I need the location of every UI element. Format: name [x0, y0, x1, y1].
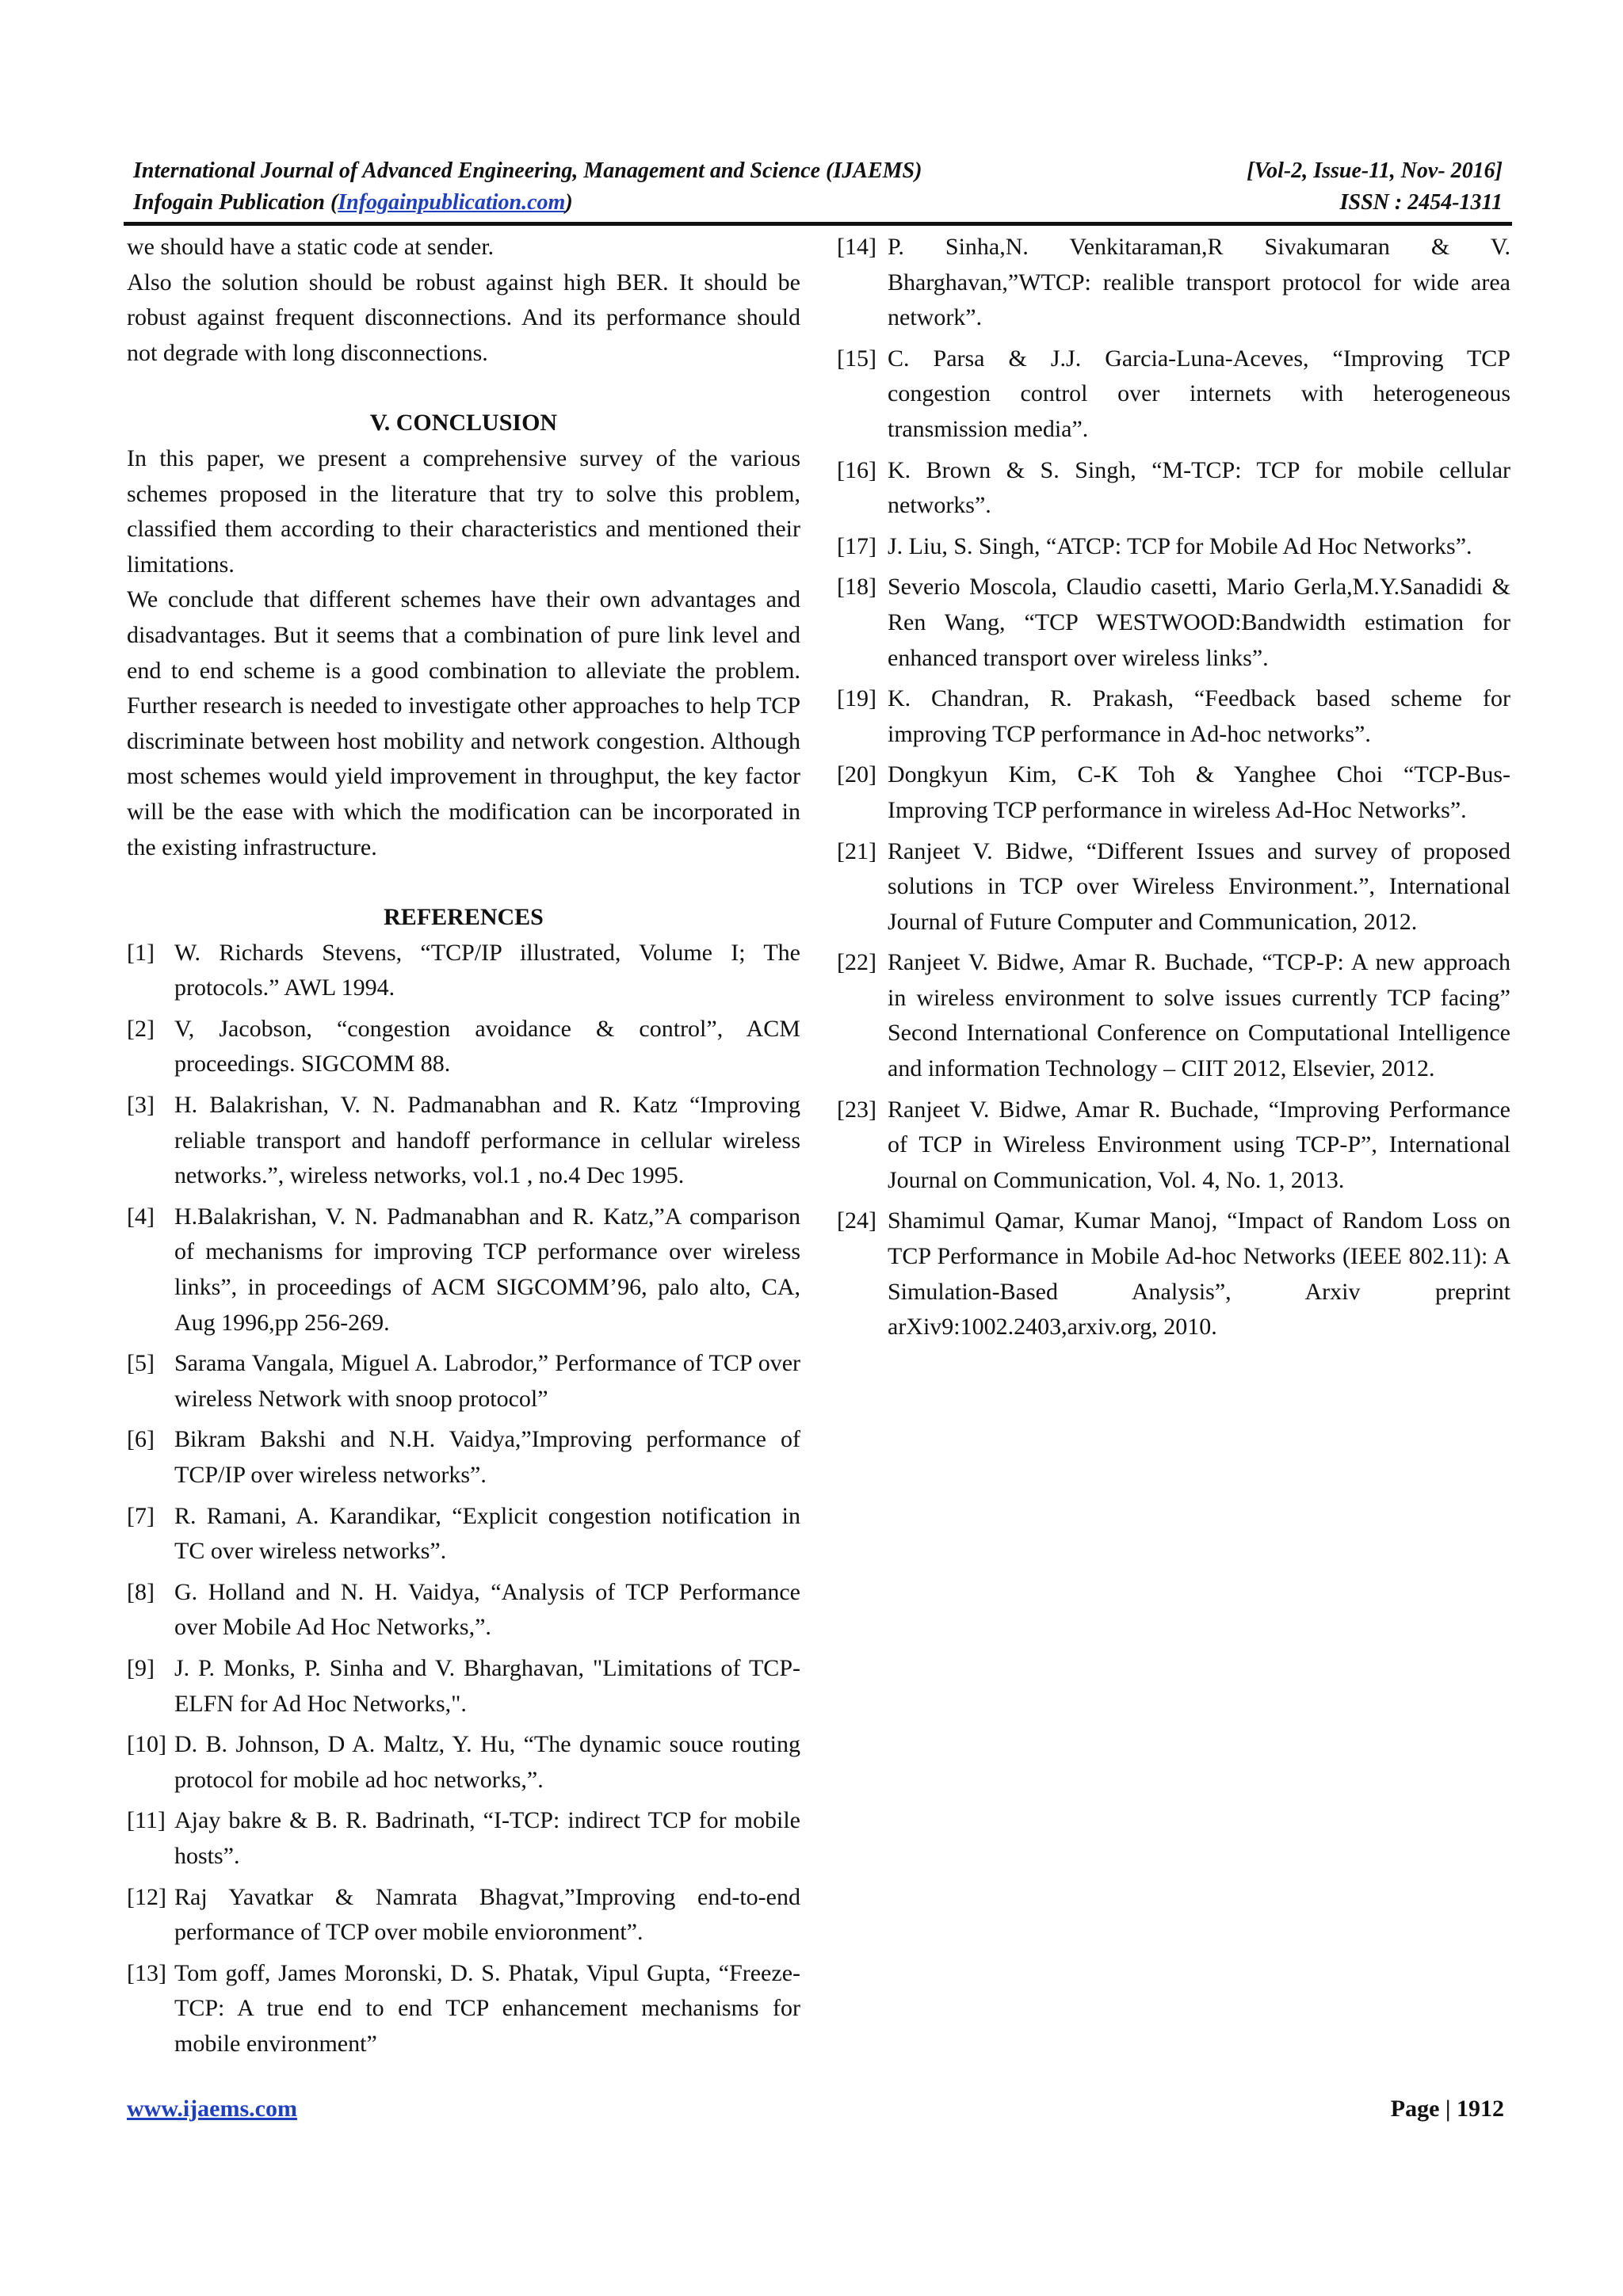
journal-title: International Journal of Advanced Engineering, Management and Science (IJAEMS) — [133, 158, 922, 183]
reference-item — [127, 1803, 800, 1874]
conclusion-paragraph: We conclude that different schemes have their own advantages and disadvantages. But it seems that a combination of pure link level and end to end scheme is a good combination to alleviate the problem. Further research is needed to investigate other approaches to help TCP discriminate between host mobility and network congestion. Although most schemes would yield improvement in throughput, the key factor will be the ease with which the modification can be incorporated in the existing infrastructure. — [127, 586, 800, 860]
body-paragraph: we should have a static code at sender. — [127, 234, 495, 260]
reference-number: [2] — [127, 1015, 155, 1042]
reference-text: K. Chandran, R. Prakash, “Feedback based scheme for improving TCP performance in Ad-hoc networks”. — [888, 685, 1510, 747]
reference-number: [19] — [837, 685, 876, 712]
reference-text: Raj Yavatkar & Namrata Bhagvat,”Improving end-to-end performance of TCP over mobile envioronment”. — [174, 1883, 800, 1946]
volume-issue: [Vol-2, Issue-11, Nov- 2016] — [1247, 158, 1503, 183]
reference-text: Severio Moscola, Claudio casetti, Mario Gerla,M.Y.Sanadidi & Ren Wang, “TCP WESTWOOD:Bandwidth estimation for enhanced transport over wireless links”. — [888, 574, 1510, 671]
reference-list-right — [837, 230, 1510, 1345]
reference-number: [23] — [837, 1096, 876, 1123]
reference-number: [18] — [837, 574, 876, 601]
reference-number: [20] — [837, 761, 876, 788]
reference-number: [21] — [837, 837, 876, 864]
reference-number: [13] — [127, 1959, 166, 1986]
left-column — [127, 230, 800, 2068]
reference-number: [15] — [837, 345, 876, 372]
conclusion-paragraph: In this paper, we present a comprehensive survey of the various schemes proposed in the literature that try to solve this problem, classified them according to their characteristics and mentioned their limitations. — [127, 444, 800, 578]
reference-item — [127, 1088, 800, 1194]
reference-list-left — [127, 936, 800, 2062]
reference-text: Bikram Bakshi and N.H. Vaidya,”Improving performance of TCP/IP over wireless networks”. — [174, 1426, 800, 1488]
issn: ISSN : 2454-1311 — [1339, 190, 1503, 215]
reference-item — [127, 1575, 800, 1646]
reference-item — [837, 1203, 1510, 1344]
reference-text: H.Balakrishan, V. N. Padmanabhan and R. Katz,”A comparison of mechanisms for improving TCP performance over wireless links”, in proceedings of ACM SIGCOMM’96, palo alto, CA, Aug 1996,pp 256-269. — [174, 1203, 800, 1336]
reference-item — [127, 1422, 800, 1493]
reference-number: [5] — [127, 1350, 155, 1377]
reference-number: [17] — [837, 532, 876, 559]
reference-item — [837, 529, 1510, 565]
reference-number: [10] — [127, 1731, 166, 1758]
reference-text: J. P. Monks, P. Sinha and V. Bharghavan, "Limitations of TCP-ELFN for Ad Hoc Networks,". — [174, 1654, 800, 1717]
reference-text: Ranjeet V. Bidwe, “Different Issues and survey of proposed solutions in TCP over Wireless Environment.”, International Journal of Future Computer and Communication, 2012. — [888, 837, 1510, 935]
reference-number: [7] — [127, 1502, 155, 1529]
reference-item — [127, 1012, 800, 1082]
reference-item — [837, 453, 1510, 524]
publisher-prefix: Infogain Publication ( — [133, 190, 338, 215]
reference-item — [127, 1346, 800, 1417]
reference-item — [127, 1499, 800, 1569]
reference-item — [127, 936, 800, 1006]
reference-text: C. Parsa & J.J. Garcia-Luna-Aceves, “Improving TCP congestion control over internets with heterogeneous transmission media”. — [888, 345, 1510, 442]
publisher — [133, 187, 573, 219]
reference-text: Ajay bakre & B. R. Badrinath, “I-TCP: indirect TCP for mobile hosts”. — [174, 1807, 800, 1869]
reference-text: H. Balakrishan, V. N. Padmanabhan and R. Katz “Improving reliable transport and handoff performance in cellular wireless networks.”, wireless networks, vol.1 , no.4 Dec 1995. — [174, 1092, 800, 1189]
reference-text: W. Richards Stevens, “TCP/IP illustrated, Volume I; The protocols.” AWL 1994. — [174, 939, 800, 1001]
publisher-link[interactable]: Infogainpublication.com — [338, 190, 566, 215]
reference-number: [6] — [127, 1426, 155, 1453]
reference-item — [127, 1199, 800, 1341]
reference-item — [837, 834, 1510, 940]
reference-number: [9] — [127, 1654, 155, 1681]
reference-number: [16] — [837, 456, 876, 483]
reference-item — [837, 757, 1510, 828]
reference-number: [1] — [127, 939, 155, 966]
reference-item — [127, 1727, 800, 1798]
reference-text: K. Brown & S. Singh, “M-TCP: TCP for mobile cellular networks”. — [888, 456, 1510, 519]
reference-text: Shamimul Qamar, Kumar Manoj, “Impact of Random Loss on TCP Performance in Mobile Ad-hoc Networks (IEEE 802.11): A Simulation-Based Analysis”, Arxiv preprint arXiv9:1002.2403,arxiv.org, 2010. — [888, 1207, 1510, 1341]
reference-text: V, Jacobson, “congestion avoidance & control”, ACM proceedings. SIGCOMM 88. — [174, 1015, 800, 1077]
reference-text: D. B. Johnson, D A. Maltz, Y. Hu, “The dynamic souce routing protocol for mobile ad hoc networks,”. — [174, 1731, 800, 1793]
reference-number: [3] — [127, 1092, 155, 1119]
page-number: Page | 1912 — [1390, 2096, 1504, 2122]
reference-number: [22] — [837, 949, 876, 976]
reference-text: Dongkyun Kim, C-K Toh & Yanghee Choi “TCP-Bus- Improving TCP performance in wireless Ad-Hoc Networks”. — [888, 761, 1510, 823]
spacer — [127, 865, 800, 900]
reference-number: [8] — [127, 1578, 155, 1605]
reference-item — [837, 681, 1510, 752]
reference-item — [837, 945, 1510, 1086]
reference-text: Ranjeet V. Bidwe, Amar R. Buchade, “TCP-P: A new approach in wireless environment to solve issues currently TCP facing” Second International Conference on Computational Intelligence and information Technology – CIIT 2012, Elsevier, 2012. — [888, 949, 1510, 1082]
reference-number: [4] — [127, 1203, 155, 1230]
reference-number: [11] — [127, 1807, 166, 1834]
reference-item — [837, 341, 1510, 448]
reference-item — [127, 1651, 800, 1722]
reference-text: Ranjeet V. Bidwe, Amar R. Buchade, “Improving Performance of TCP in Wireless Environment using TCP-P”, International Journal on Communication, Vol. 4, No. 1, 2013. — [888, 1096, 1510, 1193]
reference-text: Sarama Vangala, Miguel A. Labrodor,” Performance of TCP over wireless Network with snoop protocol” — [174, 1350, 800, 1412]
reference-text: J. Liu, S. Singh, “ATCP: TCP for Mobile Ad Hoc Networks”. — [888, 532, 1472, 559]
body-paragraph: Also the solution should be robust against high BER. It should be robust against frequent disconnections. And its performance should not degrade with long disconnections. — [127, 269, 800, 366]
publisher-suffix: ) — [565, 190, 573, 215]
section-heading-references: REFERENCES — [384, 904, 544, 931]
reference-number: [24] — [837, 1207, 876, 1234]
spacer — [127, 371, 800, 406]
right-column — [837, 230, 1510, 1351]
website-link[interactable]: www.ijaems.com — [127, 2096, 297, 2122]
reference-item — [127, 1956, 800, 2062]
reference-number: [12] — [127, 1883, 166, 1910]
reference-item — [837, 230, 1510, 336]
reference-item — [837, 570, 1510, 676]
reference-number: [14] — [837, 234, 876, 260]
reference-text: P. Sinha,N. Venkitaraman,R Sivakumaran & V. Bharghavan,”WTCP: realible transport protocol for wide area network”. — [888, 234, 1510, 331]
reference-text: G. Holland and N. H. Vaidya, “Analysis of TCP Performance over Mobile Ad Hoc Networks,”. — [174, 1578, 800, 1641]
reference-text: R. Ramani, A. Karandikar, “Explicit congestion notification in TC over wireless networks”. — [174, 1502, 800, 1565]
section-heading-conclusion: V. CONCLUSION — [369, 410, 558, 437]
reference-text: Tom goff, James Moronski, D. S. Phatak, Vipul Gupta, “Freeze-TCP: A true end to end TCP enhancement mechanisms for mobile environment” — [174, 1959, 800, 2057]
reference-item — [127, 1880, 800, 1951]
reference-item — [837, 1093, 1510, 1199]
header-rule — [124, 222, 1512, 226]
